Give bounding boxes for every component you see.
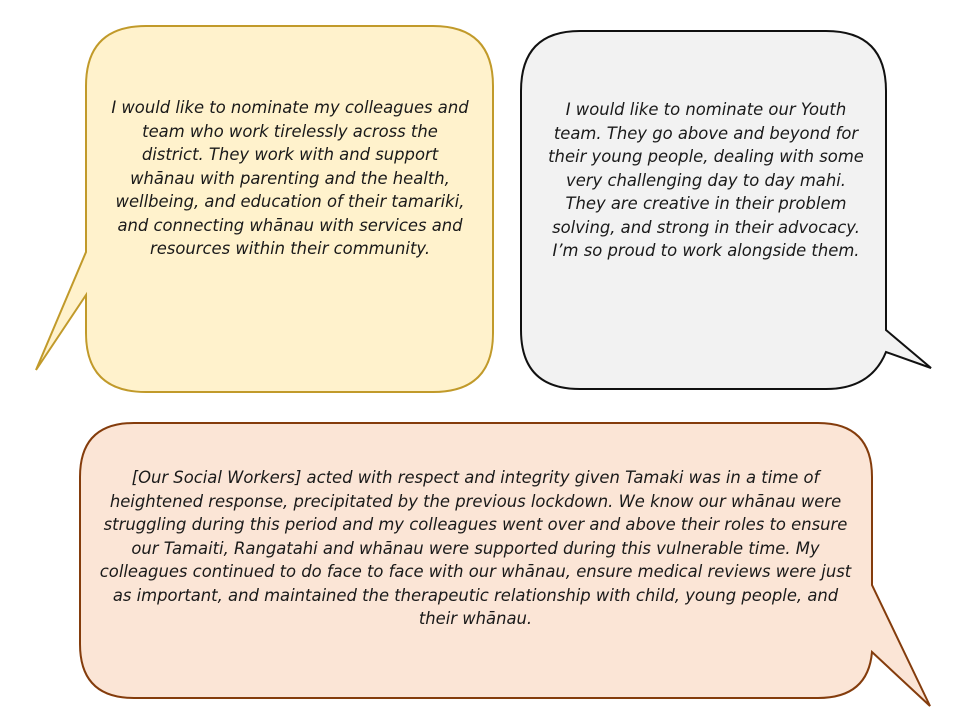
nomination-quote-3: [Our Social Workers] acted with respect and integrity given Tamaki was in a time of heightened response, precipitated by the previous lockdown. We know our whānau were struggling during this period and my colleagues went over and above their roles to ensure our Tamaiti, Rangatahi and whānau were supported during this vulnerable time. My colleagues continued to do face to face with our whānau, ensure medical reviews were just as important, and maintained the therapeutic relationship with child, young people, and their whānau. bbox=[99, 468, 852, 628]
nomination-quote-1: I would like to nominate my colleagues and team who work tirelessly across the district. They work with and support whānau with parenting and the health, wellbeing, and education of their tamariki, and connecting whānau with services and resources within their community. bbox=[111, 98, 469, 258]
nomination-quote-2: I would like to nominate our Youth team. They go above and beyond for their young people, dealing with some very challenging day to day mahi. They are creative in their problem solving, and strong in their advocacy. I’m so proud to work alongside them. bbox=[548, 100, 864, 260]
